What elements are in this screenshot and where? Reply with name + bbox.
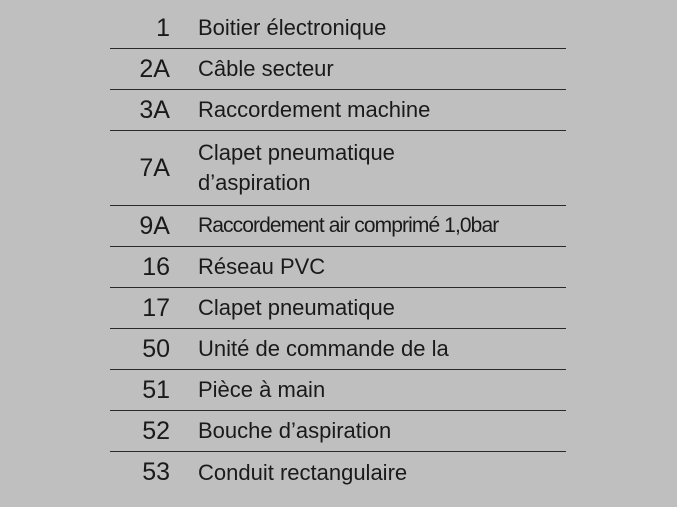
- part-label: Raccordement air comprimé 1,0bar: [198, 214, 499, 237]
- legend-row: [110, 90, 566, 131]
- part-number: 3A: [139, 95, 170, 124]
- part-label: Raccordement machine: [198, 97, 431, 122]
- part-number: 9A: [139, 211, 170, 240]
- part-number: 53: [142, 458, 170, 486]
- part-number: 1: [156, 13, 170, 42]
- legend-row: [110, 206, 566, 247]
- part-label: Conduit rectangulaire: [198, 459, 408, 485]
- part-number: 2A: [139, 54, 170, 83]
- part-label: Bouche d’aspiration: [198, 418, 392, 443]
- legend-row: [110, 329, 566, 370]
- part-number: 17: [142, 293, 170, 322]
- part-number: 16: [142, 252, 170, 281]
- legend-row: [110, 8, 566, 49]
- part-label: Clapet pneumatique: [198, 295, 395, 320]
- part-label-line-2: d’aspiration: [198, 170, 311, 195]
- legend-row: [110, 288, 566, 329]
- part-label: [198, 138, 395, 198]
- legend-row: [110, 131, 566, 206]
- legend-row: [110, 411, 566, 452]
- part-label: Réseau PVC: [198, 254, 326, 279]
- parts-legend: [110, 8, 566, 493]
- legend-row: [110, 452, 566, 493]
- part-number: 50: [142, 334, 170, 363]
- part-number: 52: [142, 416, 170, 445]
- part-label: Boitier électronique: [198, 15, 387, 40]
- part-number: 7A: [139, 153, 170, 182]
- part-label: Pièce à main: [198, 377, 326, 402]
- part-label-line-1: Clapet pneumatique: [198, 140, 395, 165]
- legend-row: [110, 247, 566, 288]
- part-number: 51: [142, 375, 170, 404]
- legend-row: [110, 370, 566, 411]
- part-label: Unité de commande de la: [198, 336, 449, 361]
- part-label: Câble secteur: [198, 56, 334, 81]
- legend-row: [110, 49, 566, 90]
